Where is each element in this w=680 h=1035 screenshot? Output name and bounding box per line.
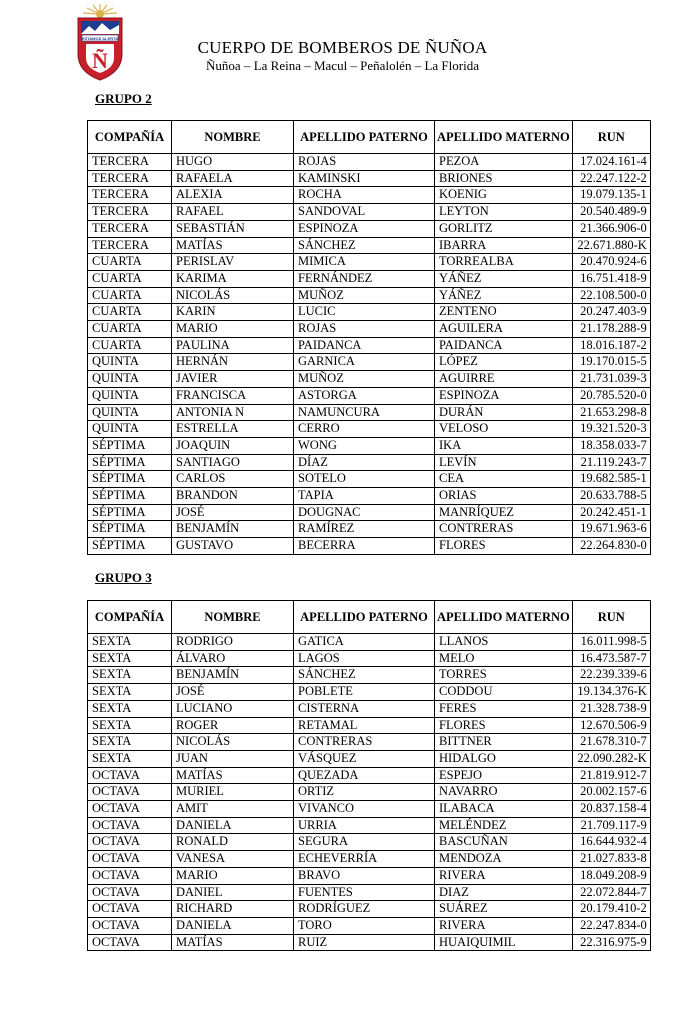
column-header-compania: COMPAÑÍA <box>88 121 172 154</box>
cell-apellido-paterno: MUÑOZ <box>294 371 435 388</box>
cell-apellido-paterno: BECERRA <box>294 538 435 555</box>
fire-department-shield-logo <box>74 2 126 82</box>
table-row <box>88 750 651 767</box>
cell-apellido-materno: VELOSO <box>435 421 573 438</box>
table-row <box>88 734 651 751</box>
table-row <box>88 851 651 868</box>
cell-compania: SEXTA <box>88 700 172 717</box>
cell-apellido-paterno: VIVANCO <box>294 801 435 818</box>
cell-apellido-paterno: POBLETE <box>294 684 435 701</box>
cell-nombre: MATÍAS <box>172 767 294 784</box>
cell-run: 19.321.520-3 <box>572 421 650 438</box>
cell-apellido-paterno: SOTELO <box>294 471 435 488</box>
cell-compania: SEXTA <box>88 667 172 684</box>
cell-apellido-materno: LEYTON <box>435 204 573 221</box>
cell-run: 20.002.157-6 <box>572 784 650 801</box>
cell-nombre: JOSÉ <box>172 504 294 521</box>
cell-apellido-paterno: ROCHA <box>294 187 435 204</box>
cell-apellido-materno: IKA <box>435 437 573 454</box>
cell-nombre: CARLOS <box>172 471 294 488</box>
cell-nombre: NICOLÁS <box>172 287 294 304</box>
cell-nombre: NICOLÁS <box>172 734 294 751</box>
cell-apellido-paterno: QUEZADA <box>294 767 435 784</box>
cell-apellido-paterno: CONTRERAS <box>294 734 435 751</box>
cell-compania: QUINTA <box>88 421 172 438</box>
cell-run: 20.247.403-9 <box>572 304 650 321</box>
table-row <box>88 650 651 667</box>
group-3-table <box>87 600 651 951</box>
table-row <box>88 270 651 287</box>
cell-nombre: DANIEL <box>172 884 294 901</box>
cell-compania: TERCERA <box>88 170 172 187</box>
cell-run: 22.072.844-7 <box>572 884 650 901</box>
table-row <box>88 917 651 934</box>
cell-run: 20.470.924-6 <box>572 254 650 271</box>
cell-run: 20.179.410-2 <box>572 901 650 918</box>
group-3-title: GRUPO 3 <box>95 570 152 585</box>
table-row <box>88 934 651 951</box>
cell-run: 19.671.963-6 <box>572 521 650 538</box>
cell-run: 21.678.310-7 <box>572 734 650 751</box>
table-row <box>88 488 651 505</box>
cell-run: 22.264.830-0 <box>572 538 650 555</box>
cell-compania: SEXTA <box>88 717 172 734</box>
cell-apellido-materno: PEZOA <box>435 154 573 171</box>
cell-nombre: BENJAMÍN <box>172 521 294 538</box>
table-row <box>88 834 651 851</box>
cell-apellido-materno: FERES <box>435 700 573 717</box>
cell-nombre: MARIO <box>172 867 294 884</box>
cell-run: 22.671.880-K <box>572 237 650 254</box>
cell-run: 20.242.451-1 <box>572 504 650 521</box>
cell-apellido-materno: KOENIG <box>435 187 573 204</box>
table-row <box>88 371 651 388</box>
cell-apellido-paterno: URRIA <box>294 817 435 834</box>
cell-nombre: RAFAEL <box>172 204 294 221</box>
column-header-run: RUN <box>572 601 650 634</box>
cell-apellido-materno: MELÉNDEZ <box>435 817 573 834</box>
cell-apellido-materno: DIAZ <box>435 884 573 901</box>
cell-run: 22.247.834-0 <box>572 917 650 934</box>
cell-apellido-paterno: PAIDANCA <box>294 337 435 354</box>
table-row <box>88 204 651 221</box>
cell-apellido-materno: NAVARRO <box>435 784 573 801</box>
column-header-apellido-paterno: APELLIDO PATERNO <box>294 601 435 634</box>
column-header-apellido-materno: APELLIDO MATERNO <box>435 601 573 634</box>
cell-apellido-paterno: SANDOVAL <box>294 204 435 221</box>
cell-run: 18.049.208-9 <box>572 867 650 884</box>
table-row <box>88 521 651 538</box>
cell-nombre: PERISLAV <box>172 254 294 271</box>
cell-apellido-materno: IBARRA <box>435 237 573 254</box>
cell-apellido-materno: HIDALGO <box>435 750 573 767</box>
cell-compania: OCTAVA <box>88 934 172 951</box>
cell-compania: CUARTA <box>88 304 172 321</box>
cell-compania: CUARTA <box>88 270 172 287</box>
cell-nombre: DANIELA <box>172 817 294 834</box>
cell-apellido-materno: RIVERA <box>435 867 573 884</box>
cell-apellido-paterno: ROJAS <box>294 154 435 171</box>
cell-nombre: MATÍAS <box>172 934 294 951</box>
table-row <box>88 170 651 187</box>
cell-nombre: RONALD <box>172 834 294 851</box>
cell-run: 21.819.912-7 <box>572 767 650 784</box>
cell-run: 16.751.418-9 <box>572 270 650 287</box>
cell-nombre: FRANCISCA <box>172 387 294 404</box>
cell-compania: SÉPTIMA <box>88 454 172 471</box>
table-row <box>88 220 651 237</box>
cell-run: 20.633.788-5 <box>572 488 650 505</box>
cell-nombre: GUSTAVO <box>172 538 294 555</box>
table-row <box>88 437 651 454</box>
cell-run: 18.358.033-7 <box>572 437 650 454</box>
cell-nombre: ANTONIA N <box>172 404 294 421</box>
cell-apellido-paterno: FERNÁNDEZ <box>294 270 435 287</box>
cell-compania: SÉPTIMA <box>88 471 172 488</box>
column-header-run: RUN <box>572 121 650 154</box>
cell-apellido-paterno: FUENTES <box>294 884 435 901</box>
logo-motto: ESTAMOS ALERTA <box>81 35 119 41</box>
cell-nombre: ALEXIA <box>172 187 294 204</box>
table-row <box>88 538 651 555</box>
table-row <box>88 901 651 918</box>
cell-nombre: BENJAMÍN <box>172 667 294 684</box>
cell-compania: QUINTA <box>88 404 172 421</box>
cell-apellido-paterno: CISTERNA <box>294 700 435 717</box>
cell-nombre: PAULINA <box>172 337 294 354</box>
cell-nombre: RODRIGO <box>172 634 294 651</box>
table-header-row <box>88 601 651 634</box>
cell-apellido-paterno: VÁSQUEZ <box>294 750 435 767</box>
cell-nombre: ÁLVARO <box>172 650 294 667</box>
cell-apellido-materno: LÓPEZ <box>435 354 573 371</box>
cell-apellido-paterno: ROJAS <box>294 321 435 338</box>
table-row <box>88 817 651 834</box>
cell-apellido-paterno: RUIZ <box>294 934 435 951</box>
cell-compania: TERCERA <box>88 204 172 221</box>
cell-apellido-materno: TORRES <box>435 667 573 684</box>
table-row <box>88 784 651 801</box>
table-row <box>88 767 651 784</box>
cell-compania: TERCERA <box>88 237 172 254</box>
cell-apellido-paterno: MUÑOZ <box>294 287 435 304</box>
column-header-nombre: NOMBRE <box>172 601 294 634</box>
cell-apellido-paterno: LUCIC <box>294 304 435 321</box>
cell-compania: SEXTA <box>88 734 172 751</box>
cell-apellido-paterno: GARNICA <box>294 354 435 371</box>
cell-apellido-materno: ESPEJO <box>435 767 573 784</box>
cell-compania: SEXTA <box>88 684 172 701</box>
cell-apellido-materno: YÁÑEZ <box>435 287 573 304</box>
group-2-title: GRUPO 2 <box>95 91 152 106</box>
cell-apellido-paterno: CERRO <box>294 421 435 438</box>
table-row <box>88 154 651 171</box>
cell-compania: OCTAVA <box>88 767 172 784</box>
table-row <box>88 867 651 884</box>
cell-apellido-materno: BASCUÑAN <box>435 834 573 851</box>
cell-run: 22.247.122-2 <box>572 170 650 187</box>
cell-compania: OCTAVA <box>88 784 172 801</box>
cell-apellido-paterno: LAGOS <box>294 650 435 667</box>
cell-apellido-materno: PAIDANCA <box>435 337 573 354</box>
table-row <box>88 337 651 354</box>
cell-nombre: AMIT <box>172 801 294 818</box>
cell-apellido-paterno: NAMUNCURA <box>294 404 435 421</box>
org-title: CUERPO DE BOMBEROS DE ÑUÑOA <box>197 38 488 57</box>
cell-apellido-paterno: BRAVO <box>294 867 435 884</box>
cell-apellido-paterno: SEGURA <box>294 834 435 851</box>
cell-apellido-paterno: DÍAZ <box>294 454 435 471</box>
cell-run: 12.670.506-9 <box>572 717 650 734</box>
cell-apellido-materno: GORLITZ <box>435 220 573 237</box>
cell-apellido-paterno: DOUGNAC <box>294 504 435 521</box>
cell-run: 21.709.117-9 <box>572 817 650 834</box>
cell-apellido-materno: TORREALBA <box>435 254 573 271</box>
cell-compania: OCTAVA <box>88 901 172 918</box>
cell-compania: CUARTA <box>88 287 172 304</box>
cell-compania: SÉPTIMA <box>88 488 172 505</box>
cell-nombre: ROGER <box>172 717 294 734</box>
cell-apellido-materno: DURÁN <box>435 404 573 421</box>
table-row <box>88 387 651 404</box>
cell-nombre: MARIO <box>172 321 294 338</box>
cell-apellido-materno: CONTRERAS <box>435 521 573 538</box>
cell-compania: SÉPTIMA <box>88 504 172 521</box>
cell-run: 19.682.585-1 <box>572 471 650 488</box>
cell-apellido-materno: MANRÍQUEZ <box>435 504 573 521</box>
cell-run: 21.731.039-3 <box>572 371 650 388</box>
cell-compania: OCTAVA <box>88 834 172 851</box>
cell-nombre: MATÍAS <box>172 237 294 254</box>
cell-compania: OCTAVA <box>88 817 172 834</box>
cell-nombre: KARIMA <box>172 270 294 287</box>
table-row <box>88 354 651 371</box>
cell-run: 21.119.243-7 <box>572 454 650 471</box>
cell-apellido-paterno: ESPINOZA <box>294 220 435 237</box>
cell-compania: CUARTA <box>88 321 172 338</box>
cell-apellido-materno: ESPINOZA <box>435 387 573 404</box>
group-2-table <box>87 120 651 555</box>
cell-apellido-paterno: TAPIA <box>294 488 435 505</box>
cell-run: 21.178.288-9 <box>572 321 650 338</box>
table-row <box>88 237 651 254</box>
cell-nombre: LUCIANO <box>172 700 294 717</box>
cell-compania: SÉPTIMA <box>88 437 172 454</box>
cell-run: 19.079.135-1 <box>572 187 650 204</box>
cell-apellido-paterno: MIMICA <box>294 254 435 271</box>
cell-run: 19.170.015-5 <box>572 354 650 371</box>
cell-apellido-paterno: WONG <box>294 437 435 454</box>
cell-compania: SEXTA <box>88 650 172 667</box>
cell-run: 21.328.738-9 <box>572 700 650 717</box>
cell-apellido-materno: RIVERA <box>435 917 573 934</box>
document-header <box>0 0 680 90</box>
cell-apellido-paterno: SÁNCHEZ <box>294 667 435 684</box>
cell-run: 20.540.489-9 <box>572 204 650 221</box>
table-row <box>88 700 651 717</box>
cell-apellido-materno: HUAIQUIMIL <box>435 934 573 951</box>
cell-compania: OCTAVA <box>88 867 172 884</box>
column-header-compania: COMPAÑÍA <box>88 601 172 634</box>
cell-run: 20.785.520-0 <box>572 387 650 404</box>
table-row <box>88 454 651 471</box>
cell-apellido-materno: FLORES <box>435 717 573 734</box>
cell-apellido-materno: AGUILERA <box>435 321 573 338</box>
cell-apellido-materno: ORIAS <box>435 488 573 505</box>
cell-apellido-paterno: TORO <box>294 917 435 934</box>
cell-apellido-materno: FLORES <box>435 538 573 555</box>
cell-apellido-materno: YÁÑEZ <box>435 270 573 287</box>
table-row <box>88 254 651 271</box>
cell-compania: QUINTA <box>88 371 172 388</box>
cell-run: 19.134.376-K <box>572 684 650 701</box>
cell-compania: SEXTA <box>88 750 172 767</box>
cell-apellido-paterno: RAMÍREZ <box>294 521 435 538</box>
cell-nombre: HUGO <box>172 154 294 171</box>
table-row <box>88 634 651 651</box>
cell-apellido-materno: LEVÍN <box>435 454 573 471</box>
cell-nombre: SANTIAGO <box>172 454 294 471</box>
cell-apellido-materno: LLANOS <box>435 634 573 651</box>
cell-nombre: ESTRELLA <box>172 421 294 438</box>
cell-compania: TERCERA <box>88 187 172 204</box>
table-row <box>88 884 651 901</box>
cell-nombre: KARIN <box>172 304 294 321</box>
cell-apellido-paterno: ECHEVERRÍA <box>294 851 435 868</box>
logo-letter: Ñ <box>92 48 108 73</box>
cell-run: 22.090.282-K <box>572 750 650 767</box>
cell-compania: QUINTA <box>88 387 172 404</box>
cell-apellido-materno: SUÁREZ <box>435 901 573 918</box>
cell-nombre: JOSÉ <box>172 684 294 701</box>
cell-compania: OCTAVA <box>88 851 172 868</box>
cell-compania: CUARTA <box>88 337 172 354</box>
cell-apellido-paterno: RODRÍGUEZ <box>294 901 435 918</box>
cell-apellido-materno: CODDOU <box>435 684 573 701</box>
cell-nombre: SEBASTIÁN <box>172 220 294 237</box>
table-row <box>88 404 651 421</box>
column-header-nombre: NOMBRE <box>172 121 294 154</box>
cell-compania: OCTAVA <box>88 884 172 901</box>
cell-apellido-materno: MENDOZA <box>435 851 573 868</box>
cell-compania: QUINTA <box>88 354 172 371</box>
cell-apellido-materno: BRIONES <box>435 170 573 187</box>
table-row <box>88 801 651 818</box>
cell-run: 18.016.187-2 <box>572 337 650 354</box>
cell-apellido-paterno: ASTORGA <box>294 387 435 404</box>
column-header-apellido-paterno: APELLIDO PATERNO <box>294 121 435 154</box>
cell-nombre: DANIELA <box>172 917 294 934</box>
cell-nombre: JUAN <box>172 750 294 767</box>
cell-compania: SEXTA <box>88 634 172 651</box>
cell-run: 16.011.998-5 <box>572 634 650 651</box>
cell-nombre: JOAQUIN <box>172 437 294 454</box>
cell-compania: OCTAVA <box>88 801 172 818</box>
cell-compania: SÉPTIMA <box>88 521 172 538</box>
table-row <box>88 304 651 321</box>
column-header-apellido-materno: APELLIDO MATERNO <box>435 121 573 154</box>
table-row <box>88 504 651 521</box>
cell-apellido-paterno: ORTIZ <box>294 784 435 801</box>
cell-run: 22.239.339-6 <box>572 667 650 684</box>
cell-run: 22.108.500-0 <box>572 287 650 304</box>
cell-nombre: JAVIER <box>172 371 294 388</box>
table-row <box>88 187 651 204</box>
cell-nombre: RICHARD <box>172 901 294 918</box>
cell-compania: TERCERA <box>88 154 172 171</box>
table-header-row <box>88 121 651 154</box>
table-row <box>88 471 651 488</box>
cell-run: 21.653.298-8 <box>572 404 650 421</box>
cell-nombre: BRANDON <box>172 488 294 505</box>
table-row <box>88 287 651 304</box>
cell-run: 20.837.158-4 <box>572 801 650 818</box>
cell-apellido-materno: ZENTENO <box>435 304 573 321</box>
cell-apellido-materno: AGUIRRE <box>435 371 573 388</box>
cell-nombre: RAFAELA <box>172 170 294 187</box>
org-subtitle: Ñuñoa – La Reina – Macul – Peñalolén – La Florida <box>206 58 479 73</box>
cell-apellido-materno: BITTNER <box>435 734 573 751</box>
cell-apellido-materno: CEA <box>435 471 573 488</box>
cell-run: 21.366.906-0 <box>572 220 650 237</box>
cell-run: 17.024.161-4 <box>572 154 650 171</box>
cell-nombre: HERNÁN <box>172 354 294 371</box>
cell-run: 21.027.833-8 <box>572 851 650 868</box>
cell-apellido-paterno: KAMINSKI <box>294 170 435 187</box>
table-row <box>88 684 651 701</box>
cell-compania: OCTAVA <box>88 917 172 934</box>
cell-compania: CUARTA <box>88 254 172 271</box>
cell-apellido-paterno: SÁNCHEZ <box>294 237 435 254</box>
cell-run: 16.644.932-4 <box>572 834 650 851</box>
cell-compania: SÉPTIMA <box>88 538 172 555</box>
cell-apellido-paterno: RETAMAL <box>294 717 435 734</box>
table-row <box>88 717 651 734</box>
cell-apellido-materno: MELO <box>435 650 573 667</box>
cell-apellido-paterno: GATICA <box>294 634 435 651</box>
cell-nombre: MURIEL <box>172 784 294 801</box>
cell-run: 16.473.587-7 <box>572 650 650 667</box>
cell-compania: TERCERA <box>88 220 172 237</box>
table-row <box>88 667 651 684</box>
cell-nombre: VANESA <box>172 851 294 868</box>
cell-run: 22.316.975-9 <box>572 934 650 951</box>
cell-apellido-materno: ILABACA <box>435 801 573 818</box>
table-row <box>88 421 651 438</box>
table-row <box>88 321 651 338</box>
